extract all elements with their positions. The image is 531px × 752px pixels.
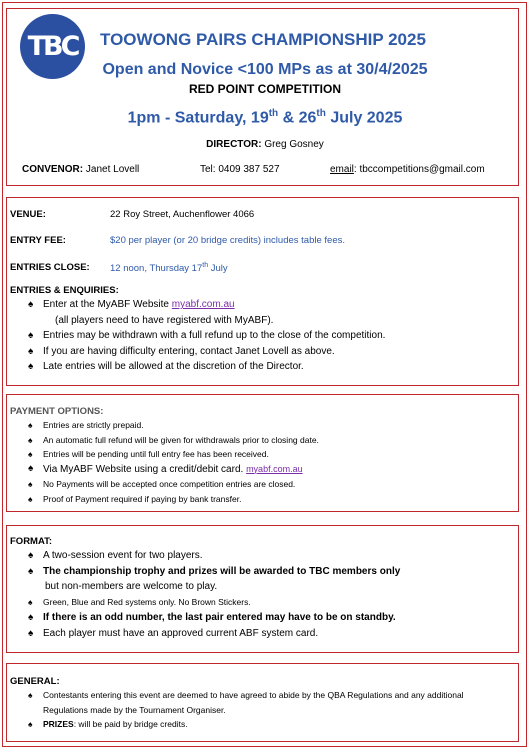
list-item [28,548,518,564]
spade-bullet-icon: ♠ [28,493,33,504]
dates-mid: & 26 [278,109,317,127]
email-label: email [330,164,354,175]
list-item-cont [28,313,518,329]
venue-value: 22 Roy Street, Auchenflower 4066 [110,209,255,220]
fee-label: ENTRY FEE: [10,235,66,246]
myabf-payment-link[interactable]: myabf.com.au [246,463,303,474]
format-item2: The championship trophy and prizes will be awarded to TBC members only [43,565,401,577]
dates-sup2: th [316,108,326,119]
dates-sup1: th [268,108,279,119]
list-item-cont [28,579,518,595]
enq-item2-text: Entries may be withdrawn with a full refund up to the close of the competition. [43,330,386,341]
event-title: TOOWONG PAIRS CHAMPIONSHIP 2025 [100,30,426,49]
spade-bullet-icon: ♠ [28,434,33,445]
format-item4: If there is an odd number, the last pair entered may have to be on standby. [43,612,396,623]
list-item [28,626,518,642]
enq-item3-text: If you are having difficulty entering, contact Janet Lovell as above. [43,345,335,357]
list-item [28,610,518,626]
spade-bullet-icon: ♠ [28,462,34,474]
close-pre: 12 noon, Thursday 17 [110,263,203,275]
format-item2-cont: but non-members are welcome to play. [45,581,218,592]
close-label: ENTRIES CLOSE: [10,262,90,273]
spade-bullet-icon: ♠ [28,565,34,577]
format-item3: Green, Blue and Red systems only. No Brown Stickers. [43,596,251,607]
payment-item3: Entries will be pending until full entry fee has been received. [43,449,269,459]
list-item [28,433,518,448]
dates-post: July 2025 [325,109,403,127]
list-item [28,492,518,507]
spade-bullet-icon: ♠ [28,612,34,623]
list-item [28,447,518,462]
spade-bullet-icon: ♠ [28,330,34,341]
spade-bullet-icon: ♠ [28,719,33,729]
payment-item6: Proof of Payment required if paying by bank transfer. [43,493,242,504]
list-item [28,688,506,717]
spade-bullet-icon: ♠ [28,420,33,430]
payment-item5: No Payments will be accepted once competition entries are closed. [43,479,296,489]
general-list [28,688,506,732]
director-name: Greg Gosney [264,139,324,150]
spade-bullet-icon: ♠ [28,690,33,700]
enq-item1-cont: (all players need to have registered with MyABF). [55,314,274,326]
dates-pre: 1pm - Saturday, 19 [127,109,269,127]
format-label: FORMAT: [10,536,53,547]
spade-bullet-icon: ♠ [28,361,34,372]
prizes-value: : will be paid by bridge credits. [73,719,188,729]
list-item [28,595,518,611]
close-sup: th [202,262,209,269]
enquiries-list [28,297,518,375]
spade-bullet-icon: ♠ [28,596,33,607]
convenor-phone: Tel: 0409 387 527 [200,164,280,175]
enq-item1-text: Enter at the MyABF Website [43,299,169,310]
spade-bullet-icon: ♠ [28,627,34,639]
list-item [28,477,518,492]
list-item [28,344,518,360]
competition-type: RED POINT COMPETITION [188,82,341,96]
payment-item1: Entries are strictly prepaid. [43,420,144,430]
convenor [22,164,139,175]
general-label: GENERAL: [10,676,60,687]
payment-label: PAYMENT OPTIONS: [10,406,104,417]
list-item [28,328,518,344]
format-item5: Each player must have an approved current ABF system card. [43,627,319,639]
spade-bullet-icon: ♠ [28,550,34,561]
list-item [28,359,518,375]
list-item [28,462,518,478]
prizes-label: PRIZES [43,719,74,729]
director-line [60,139,470,150]
event-subtitle: Open and Novice <100 MPs as at 30/4/2025 [102,61,428,78]
enq-item4-text: Late entries will be allowed at the discretion of the Director. [43,361,304,372]
enquiries-label: ENTRIES & ENQUIRIES: [10,285,119,296]
spade-bullet-icon: ♠ [28,479,33,489]
event-dates [60,108,470,127]
general-item1: Contestants entering this event are deemed to have agreed to abide by the QBA Regulations and any additional Regulations made by the Tournament Organiser. [43,690,464,715]
myabf-link[interactable]: myabf.com.au [171,299,235,310]
format-list [28,548,518,641]
fee-value: $20 per player (or 20 bridge credits) includes table fees. [110,235,345,246]
format-item1: A two-session event for two players. [43,550,203,561]
close-value [110,262,228,274]
convenor-label: CONVENOR: [22,164,84,175]
spade-bullet-icon: ♠ [28,449,33,459]
director-label: DIRECTOR: [206,139,262,150]
close-post: July [208,263,228,275]
logo-text: TBC [27,31,78,62]
list-item [28,297,518,313]
convenor-email[interactable] [330,164,485,175]
list-item [28,564,518,580]
payment-list [28,418,518,506]
convenor-name: Janet Lovell [85,164,140,175]
venue-label: VENUE: [10,209,46,220]
spade-bullet-icon: ♠ [28,345,34,357]
list-item [28,717,506,732]
email-value: : tbccompetitions@gmail.com [353,164,485,175]
list-item [28,418,518,433]
payment-item2: An automatic full refund will be given for withdrawals prior to closing date. [43,434,319,445]
spade-bullet-icon: ♠ [28,299,34,310]
payment-item4: Via MyABF Website using a credit/debit card. [43,463,244,475]
